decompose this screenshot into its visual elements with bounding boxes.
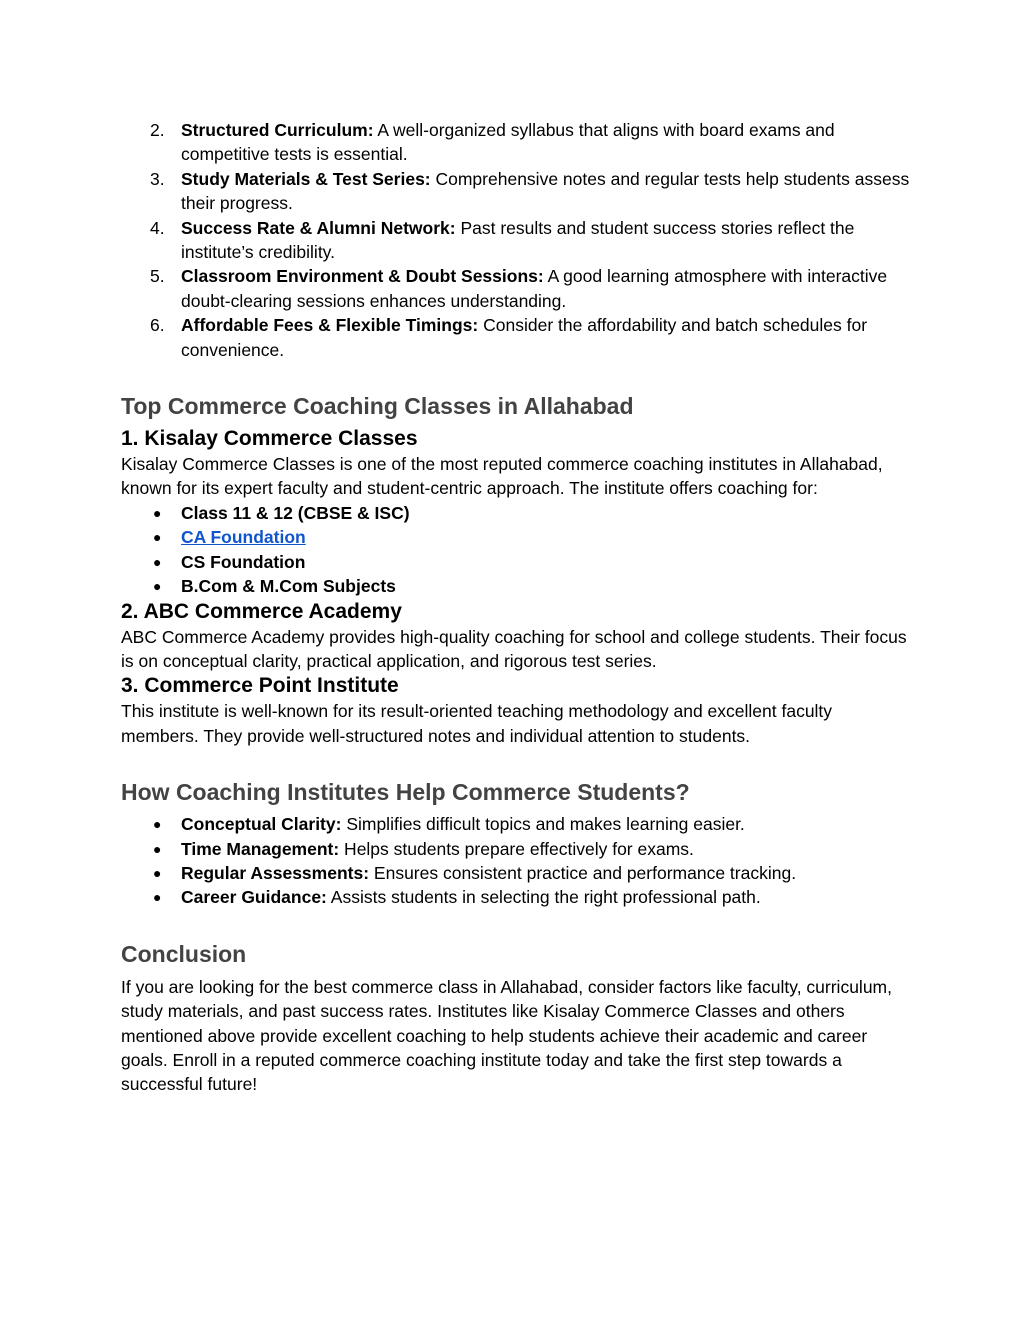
factor-number: 5. (150, 266, 165, 287)
institute-1-courses (121, 501, 911, 599)
factor-label: Study Materials & Test Series: (181, 168, 431, 189)
help-label: Career Guidance: (181, 887, 327, 908)
course-item (121, 501, 911, 525)
help-item (121, 837, 911, 861)
factor-text: A good learning atmosphere with interactive doubt-clearing sessions enhances understanding. (181, 266, 888, 311)
course-item (121, 525, 911, 549)
help-item (121, 861, 911, 885)
factor-text: Past results and student success stories reflect the institute’s credibility. (181, 217, 855, 263)
factors-list (121, 118, 911, 362)
bullet-icon: ● (153, 529, 162, 546)
course-item (121, 550, 911, 574)
institute-1-description: Kisalay Commerce Classes is one of the most reputed commerce coaching institutes in Allahabad, known for its expert faculty and student-centric approach. The institute offers coaching for: (121, 454, 883, 499)
institute-2-title: 2. ABC Commerce Academy (121, 599, 402, 623)
factor-number: 6. (150, 315, 165, 336)
factor-number: 2. (150, 120, 165, 140)
conclusion-text: If you are looking for the best commerce class in Allahabad, consider factors like faculty, curriculum, study materials, and past success rates. Institutes like Kisalay Commerce Classes and others mentioned above provide excellent coaching to help students achieve their academic and career goals. Enroll in a reputed commerce coaching institute today and take the first step towards a successful future! (121, 976, 892, 1095)
bullet-icon: ● (153, 578, 162, 595)
course-label: Class 11 & 12 (CBSE & ISC) (181, 502, 410, 523)
help-text: Ensures consistent practice and performance tracking. (369, 862, 797, 883)
help-heading: How Coaching Institutes Help Commerce Students? (121, 779, 690, 806)
factor-item (121, 216, 911, 265)
factor-number: 4. (150, 217, 165, 238)
factor-item (121, 264, 911, 313)
course-item (121, 574, 911, 598)
factor-text: A well-organized syllabus that aligns with board exams and competitive tests is essential. (181, 120, 835, 165)
factor-label: Classroom Environment & Doubt Sessions: (181, 266, 544, 287)
top-classes-heading: Top Commerce Coaching Classes in Allahabad (121, 393, 634, 420)
factor-label: Success Rate & Alumni Network: (181, 217, 456, 238)
institute-1-title: 1. Kisalay Commerce Classes (121, 427, 418, 451)
bullet-icon: ● (153, 840, 162, 857)
course-label: CS Foundation (181, 551, 306, 572)
document-page (121, 118, 911, 1097)
help-item (121, 812, 911, 836)
institute-3-description: This institute is well-known for its result-oriented teaching methodology and excellent faculty members. They provide well-structured notes and individual attention to students. (121, 701, 833, 746)
help-text: Assists students in selecting the right professional path. (326, 887, 761, 908)
help-label: Regular Assessments: (181, 862, 370, 883)
factor-text: Consider the affordability and batch schedules for convenience. (181, 315, 868, 360)
factor-item (121, 118, 911, 167)
bullet-icon: ● (153, 816, 162, 833)
factor-item (121, 167, 911, 216)
help-item (121, 885, 911, 909)
institute-3-title: 3. Commerce Point Institute (121, 674, 399, 698)
bullet-icon: ● (153, 504, 162, 521)
help-text: Helps students prepare effectively for exams. (339, 838, 694, 859)
ca-foundation-link[interactable]: CA Foundation (181, 527, 306, 548)
factor-label: Affordable Fees & Flexible Timings: (181, 315, 479, 336)
help-label: Time Management: (181, 838, 340, 859)
bullet-icon: ● (153, 889, 162, 906)
help-label: Conceptual Clarity: (181, 814, 342, 835)
bullet-icon: ● (153, 864, 162, 881)
conclusion-heading: Conclusion (121, 940, 247, 967)
factor-text: Comprehensive notes and regular tests help students assess their progress. (181, 168, 910, 214)
help-list (121, 812, 911, 910)
help-text: Simplifies difficult topics and makes learning easier. (341, 814, 745, 835)
factor-label: Structured Curriculum: (181, 120, 374, 140)
factor-item (121, 313, 911, 362)
course-label: B.Com & M.Com Subjects (181, 576, 396, 597)
factor-number: 3. (150, 168, 165, 189)
institute-2-description: ABC Commerce Academy provides high-quality coaching for school and college students. Their focus is on conceptual clarity, practical application, and rigorous test series. (121, 626, 907, 671)
bullet-icon: ● (153, 553, 162, 570)
